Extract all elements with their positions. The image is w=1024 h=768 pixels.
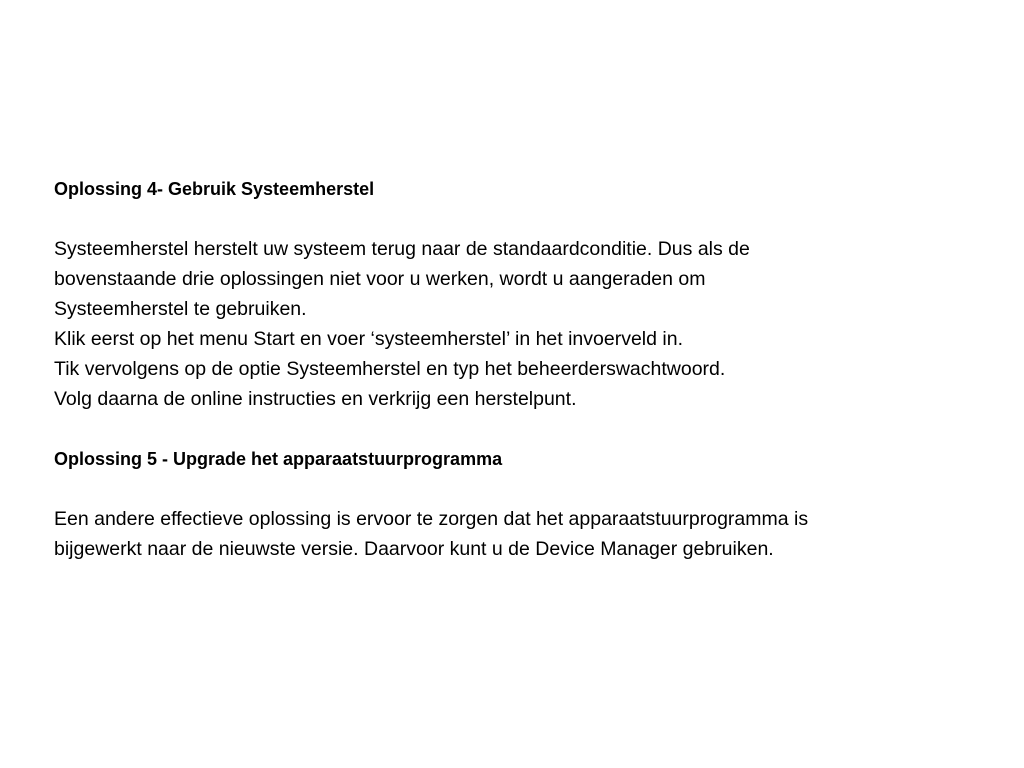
paragraph-line: bijgewerkt naar de nieuwste versie. Daarvoor kunt u de Device Manager gebruiken.: [54, 538, 774, 560]
paragraph-line: Volg daarna de online instructies en verkrijg een herstelpunt.: [54, 388, 577, 410]
paragraph-line: Tik vervolgens op de optie Systeemherstel en typ het beheerderswachtwoord.: [54, 358, 726, 380]
paragraph-line: bovenstaande drie oplossingen niet voor u werken, wordt u aangeraden om: [54, 268, 706, 290]
slide-content: [54, 174, 994, 564]
paragraph-line: Klik eerst op het menu Start en voer ‘systeemherstel’ in het invoerveld in.: [54, 328, 683, 350]
paragraph-line: Systeemherstel herstelt uw systeem terug naar de standaardconditie. Dus als de: [54, 238, 750, 260]
blank-line: [54, 474, 994, 504]
paragraph-line: Een andere effectieve oplossing is ervoor te zorgen dat het apparaatstuurprogramma is: [54, 508, 809, 530]
blank-line: [54, 204, 994, 234]
section-heading-oplossing-5: Oplossing 5 - Upgrade het apparaatstuurprogramma: [54, 449, 503, 469]
section-heading-oplossing-4: Oplossing 4- Gebruik Systeemherstel: [54, 179, 375, 199]
blank-line: [54, 414, 994, 444]
paragraph-line: Systeemherstel te gebruiken.: [54, 298, 307, 320]
